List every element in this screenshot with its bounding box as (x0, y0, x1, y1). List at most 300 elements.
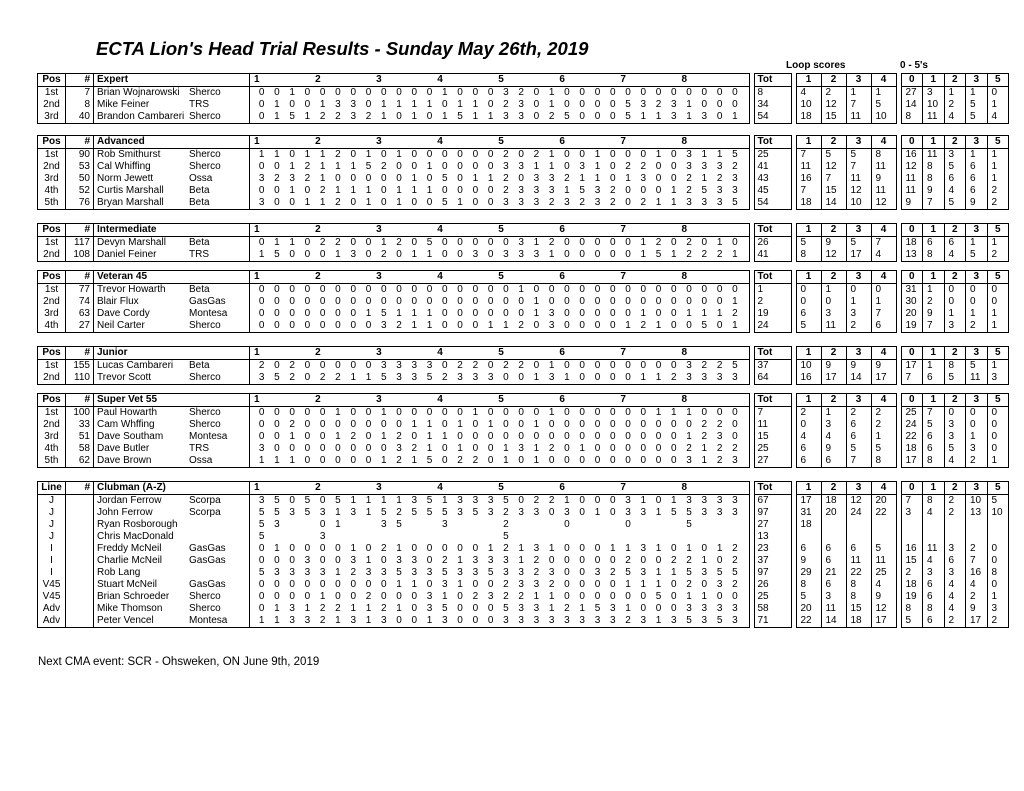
loop-header: 2 (315, 394, 330, 407)
section-score: 2 (315, 615, 330, 628)
section-score: 0 (544, 455, 559, 468)
section-score: 0 (391, 615, 406, 628)
loop-score: 12 (821, 249, 846, 262)
col-pos-header: Line (38, 482, 66, 495)
section-score: 2 (396, 431, 402, 442)
section-score: 0 (655, 296, 662, 307)
section-score: 3 (640, 99, 647, 110)
loop-score: 1 (871, 87, 896, 100)
section-score: 0 (289, 555, 295, 566)
section-score: 0 (686, 87, 692, 98)
loop-header: 7 (620, 136, 635, 149)
section-score: 3 (533, 185, 540, 196)
section-score: 0 (575, 455, 590, 468)
section-score: 0 (426, 543, 433, 554)
section-score: 0 (346, 197, 361, 210)
rider-name: Blair Flux (97, 296, 139, 307)
total-score: 7 (754, 407, 791, 420)
section-score: 0 (564, 567, 570, 578)
loop-score-header: 3 (846, 482, 871, 495)
total-header: Tot (754, 394, 791, 407)
section-score: 0 (579, 555, 585, 566)
rider-name: Devyn Marshall (97, 237, 166, 248)
section-score: 0 (319, 431, 326, 442)
bike-make (189, 519, 250, 531)
section-score: 2 (396, 237, 402, 248)
section-score: 2 (732, 555, 738, 566)
section-score: 0 (579, 99, 585, 110)
section-score: 3 (716, 185, 723, 196)
fives-count: 17 (901, 455, 923, 468)
section-score: 1 (411, 185, 418, 196)
section-score: 2 (701, 419, 708, 430)
section-score: 2 (503, 507, 509, 518)
section-score: 0 (437, 320, 452, 333)
loop-score-header: 3 (846, 347, 871, 360)
fives-count: 2 (944, 495, 966, 508)
section-score: 2 (319, 185, 326, 196)
loop-score: 5 (871, 443, 896, 455)
section-score: 0 (716, 555, 723, 566)
section-score: 2 (503, 185, 509, 196)
loop-header: 7 (620, 482, 635, 495)
loop-header: 2 (315, 74, 330, 87)
section-score: 0 (625, 519, 631, 530)
section-score: 0 (335, 555, 341, 566)
section-score: 0 (716, 407, 723, 418)
section-score: 0 (548, 431, 555, 442)
section-score (407, 531, 422, 543)
rider-name: Dave Southam (97, 431, 164, 442)
section-score: 0 (411, 431, 418, 442)
loop-score-header: 4 (871, 74, 896, 87)
loop-score: 20 (821, 507, 846, 519)
total-score: 24 (754, 320, 791, 333)
loop-score: 11 (846, 173, 871, 185)
bike-make: Sherco (189, 419, 221, 430)
section-score: 3 (716, 161, 723, 172)
rider-number (66, 531, 94, 543)
bike-make: Sherco (189, 591, 221, 602)
section-score: 5 (269, 372, 284, 385)
section-score: 0 (442, 419, 448, 430)
col-number-header: # (66, 271, 94, 284)
section-score: 0 (411, 284, 418, 295)
section-score: 2 (564, 603, 570, 614)
section-score: 1 (335, 161, 341, 172)
fives-count: 25 (901, 407, 923, 420)
section-score: 2 (666, 372, 681, 385)
section-score: 1 (651, 111, 666, 124)
loop-score: 5 (796, 237, 821, 250)
section-score: 0 (391, 249, 406, 262)
section-score: 0 (426, 284, 433, 295)
section-score: 0 (335, 284, 341, 295)
rider-name: Daniel Feiner (94, 249, 190, 262)
section-score (483, 519, 498, 531)
section-score (300, 531, 315, 543)
section-score: 0 (380, 591, 387, 602)
section-score: 2 (315, 372, 330, 385)
fives-count-header: 5 (987, 74, 1009, 87)
section-score: 1 (380, 237, 387, 248)
section-score: 5 (625, 567, 631, 578)
loop-header: 6 (559, 74, 574, 87)
fives-count: 7 (923, 197, 945, 210)
section-score: 0 (655, 308, 662, 319)
fives-count: 20 (901, 308, 923, 320)
rider-number (66, 555, 94, 567)
section-score: 0 (258, 419, 265, 430)
bike-make: Montesa (189, 615, 250, 628)
fives-count: 7 (901, 372, 923, 385)
section-score: 0 (514, 455, 529, 468)
section-score: 1 (579, 173, 585, 184)
section-score: 2 (335, 603, 341, 614)
total-score: 54 (754, 111, 791, 124)
section-score: 0 (487, 185, 494, 196)
total-score: 97 (754, 567, 791, 579)
section-score: 1 (609, 543, 616, 554)
section-score: 5 (335, 495, 341, 506)
loop-score: 6 (871, 320, 896, 333)
loop-score-header: 1 (796, 136, 821, 149)
section-score: 0 (350, 443, 356, 454)
rider-name: Neil Carter (94, 320, 190, 333)
section-score: 1 (350, 185, 356, 196)
loop-score: 18 (846, 615, 871, 628)
section-score: 2 (671, 555, 677, 566)
fives-count: 4 (966, 579, 988, 591)
col-number-header: # (66, 224, 94, 237)
section-score: 1 (254, 249, 269, 262)
section-score: 0 (518, 407, 524, 418)
section-score: 1 (391, 197, 406, 210)
section-score: 1 (380, 431, 387, 442)
loop-score: 11 (846, 555, 871, 567)
section-score: 5 (686, 519, 692, 530)
section-score: 0 (655, 284, 662, 295)
section-score: 0 (300, 455, 315, 468)
fives-count: 4 (923, 507, 945, 519)
section-score: 1 (335, 407, 341, 418)
fives-count-header: 0 (901, 482, 923, 495)
position-cell: Adv (38, 615, 66, 628)
section-score: 0 (579, 87, 585, 98)
section-score: 2 (636, 197, 651, 210)
section-score: 1 (548, 360, 555, 371)
section-score: 1 (442, 591, 448, 602)
section-score: 3 (498, 615, 513, 628)
loop-score: 22 (871, 507, 896, 519)
fives-count: 10 (966, 495, 988, 508)
section-score: 0 (594, 431, 601, 442)
loop-header: 5 (498, 394, 513, 407)
section-score: 3 (472, 495, 479, 506)
section-score: 0 (671, 284, 677, 295)
section-score: 0 (609, 99, 616, 110)
loop-header: 4 (437, 136, 452, 149)
section-score: 1 (529, 372, 544, 385)
section-score: 0 (579, 149, 585, 160)
loop-header: 3 (376, 347, 391, 360)
section-score: 3 (671, 99, 677, 110)
loop-score: 6 (821, 555, 846, 567)
section-score: 0 (503, 284, 509, 295)
fives-count (923, 519, 945, 531)
section-score: 3 (594, 567, 601, 578)
loop-score: 1 (871, 296, 896, 308)
fives-count: 2 (987, 197, 1009, 210)
section-score: 0 (609, 87, 616, 98)
section-score: 2 (350, 567, 356, 578)
section-score: 0 (350, 591, 356, 602)
result-row (38, 419, 1009, 431)
section-score: 3 (609, 603, 616, 614)
fives-count: 5 (944, 161, 966, 173)
section-score: 0 (575, 320, 590, 333)
section-score: 0 (594, 284, 601, 295)
section-score: 3 (498, 111, 513, 124)
section-score (575, 519, 590, 531)
section-score: 0 (457, 237, 463, 248)
section-score: 3 (319, 531, 326, 542)
section-score: 2 (258, 360, 265, 371)
footer-note: Next CMA event: SCR - Ohsweken, ON June 9th, 2019 (38, 656, 320, 668)
section-score: 1 (727, 249, 742, 262)
section-score: 3 (732, 173, 738, 184)
result-row (38, 507, 1009, 519)
loop-header: 5 (498, 271, 513, 284)
fives-count: 0 (987, 543, 1009, 555)
loop-score: 24 (846, 507, 871, 519)
section-score: 0 (609, 296, 616, 307)
rider-name: John Ferrow (97, 507, 153, 518)
loop-score: 12 (846, 185, 871, 197)
results-section-table (37, 270, 1009, 333)
section-score: 5 (716, 567, 723, 578)
section-score: 1 (701, 591, 708, 602)
section-score: 2 (716, 360, 723, 371)
section-score: 0 (625, 419, 631, 430)
position-cell: 1st (38, 360, 66, 373)
section-score: 0 (671, 87, 677, 98)
section-score: 0 (274, 591, 280, 602)
section-score: 0 (258, 591, 265, 602)
fives-header: 0 - 5's (900, 60, 928, 71)
fives-count (966, 519, 988, 531)
section-score: 0 (579, 579, 585, 590)
section-score (727, 519, 742, 531)
class-name-header: Clubman (A-Z) (94, 482, 250, 495)
fives-count (987, 531, 1009, 543)
section-score: 3 (625, 507, 631, 518)
rider-number: 33 (66, 419, 94, 431)
section-score: 0 (712, 320, 727, 333)
section-score: 3 (697, 615, 712, 628)
section-score: 1 (716, 308, 723, 319)
results-section-table (37, 393, 1009, 468)
rider-number: 74 (66, 296, 94, 308)
section-score: 0 (487, 149, 494, 160)
section-score: 0 (411, 149, 418, 160)
section-score: 0 (712, 111, 727, 124)
section-score: 0 (289, 591, 295, 602)
loop-score (846, 531, 871, 543)
section-score: 0 (300, 320, 315, 333)
total-score: 25 (754, 591, 791, 603)
section-score: 1 (686, 543, 692, 554)
section-score: 0 (701, 237, 708, 248)
section-score (590, 519, 605, 531)
fives-count: 11 (901, 173, 923, 185)
section-score: 0 (681, 320, 696, 333)
fives-count-header: 2 (944, 74, 966, 87)
section-score: 0 (346, 455, 361, 468)
section-score: 0 (503, 407, 509, 418)
fives-count: 16 (966, 567, 988, 579)
section-score: 1 (651, 615, 666, 628)
fives-count: 5 (966, 99, 988, 111)
section-score: 1 (411, 308, 418, 319)
section-score (468, 531, 483, 543)
section-score: 3 (514, 615, 529, 628)
result-row (38, 296, 1009, 308)
section-score: 1 (422, 615, 437, 628)
fives-count: 8 (923, 603, 945, 615)
fives-count-header: 5 (987, 271, 1009, 284)
section-score: 3 (442, 579, 448, 590)
fives-count-header: 3 (966, 347, 988, 360)
loop-score: 18 (796, 519, 821, 531)
section-score: 0 (304, 284, 311, 295)
section-score: 0 (671, 237, 677, 248)
fives-count: 19 (901, 591, 923, 603)
section-score: 2 (335, 149, 341, 160)
section-score: 0 (716, 99, 723, 110)
section-score: 1 (452, 197, 467, 210)
loop-score: 20 (796, 603, 821, 615)
section-score: 1 (666, 249, 681, 262)
section-score: 0 (487, 579, 494, 590)
section-score: 0 (548, 419, 555, 430)
loop-score: 6 (796, 543, 821, 555)
fives-count: 3 (944, 149, 966, 162)
section-score: 1 (548, 149, 555, 160)
loop-score: 7 (871, 308, 896, 320)
section-score: 3 (640, 567, 647, 578)
loop-score: 9 (846, 360, 871, 373)
section-score (422, 519, 437, 531)
fives-count: 9 (923, 308, 945, 320)
section-score: 2 (655, 237, 662, 248)
section-score (514, 531, 529, 543)
section-score: 5 (503, 531, 509, 542)
section-score: 0 (258, 87, 265, 98)
section-score: 2 (712, 249, 727, 262)
bike-make: Sherco (189, 372, 250, 385)
total-score: 15 (754, 431, 791, 443)
section-score: 5 (442, 567, 448, 578)
loop-score-header: 3 (846, 224, 871, 237)
section-score: 3 (426, 603, 433, 614)
col-pos-header: Pos (38, 347, 66, 360)
section-score: 2 (518, 87, 524, 98)
loop-score: 2 (821, 87, 846, 100)
section-score: 2 (605, 197, 620, 210)
fives-count-header: 5 (987, 347, 1009, 360)
section-score: 1 (380, 99, 387, 110)
section-score: 0 (304, 237, 311, 248)
section-score: 0 (274, 360, 280, 371)
section-score: 2 (681, 249, 696, 262)
section-score: 1 (666, 197, 681, 210)
section-score: 0 (350, 579, 356, 590)
section-score: 5 (503, 495, 509, 506)
section-score: 3 (472, 567, 479, 578)
col-number-header: # (66, 74, 94, 87)
section-score: 0 (564, 555, 570, 566)
position-cell: 5th (38, 455, 66, 468)
loop-score: 5 (846, 443, 871, 455)
section-score: 1 (304, 149, 311, 160)
section-score: 3 (544, 320, 559, 333)
section-score: 0 (304, 543, 311, 554)
results-section-table (37, 481, 1009, 628)
section-score: 2 (625, 161, 631, 172)
section-score: 0 (609, 419, 616, 430)
rider-name: Stuart McNeil (97, 579, 158, 590)
section-score: 0 (590, 249, 605, 262)
loop-header: 6 (559, 271, 574, 284)
rider-number: 62 (66, 455, 94, 468)
loop-scores-header: Loop scores (786, 60, 846, 71)
fives-count: 5 (923, 419, 945, 431)
fives-count: 16 (901, 149, 923, 162)
section-score: 0 (640, 443, 647, 454)
fives-count-header: 3 (966, 224, 988, 237)
section-score: 2 (625, 555, 631, 566)
section-score: 0 (732, 87, 738, 98)
section-score: 0 (625, 87, 631, 98)
section-score: 2 (319, 237, 326, 248)
section-score: 0 (396, 591, 402, 602)
section-score: 0 (671, 161, 677, 172)
fives-count: 5 (987, 495, 1009, 508)
fives-count-header: 3 (966, 394, 988, 407)
loop-score: 8 (796, 249, 821, 262)
section-score: 0 (701, 87, 708, 98)
position-cell: 1st (38, 87, 66, 100)
section-score: 1 (407, 111, 422, 124)
section-score: 1 (716, 149, 723, 160)
loop-header: 1 (254, 394, 269, 407)
section-score: 1 (727, 111, 742, 124)
section-score: 3 (712, 197, 727, 210)
section-score: 0 (289, 543, 295, 554)
section-score: 0 (640, 555, 647, 566)
section-score: 2 (686, 579, 692, 590)
loop-score: 9 (821, 443, 846, 455)
section-score: 5 (396, 519, 402, 530)
section-score: 5 (671, 507, 677, 518)
section-score: 2 (732, 579, 738, 590)
section-score: 3 (411, 495, 418, 506)
fives-count: 9 (923, 185, 945, 197)
section-score: 0 (605, 249, 620, 262)
section-score: 0 (559, 455, 574, 468)
section-score: 1 (498, 320, 513, 333)
